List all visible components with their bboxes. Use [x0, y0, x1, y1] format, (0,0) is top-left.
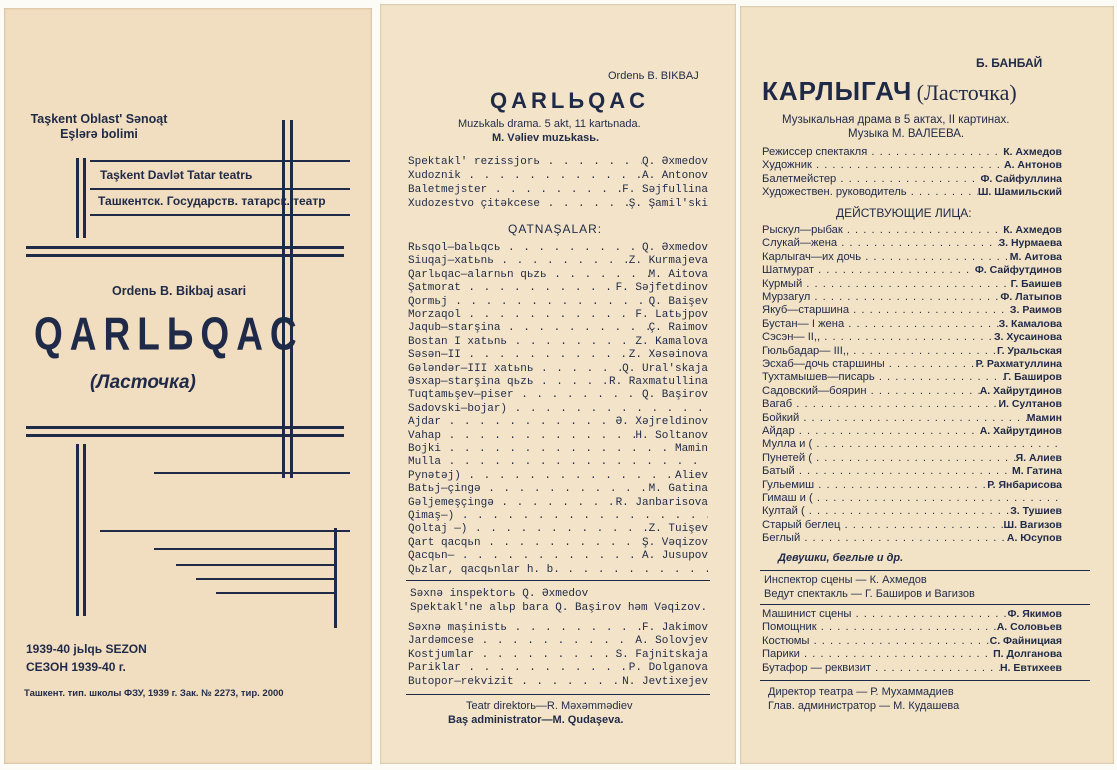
- actor-name: Ф. Сайфутдинов: [974, 264, 1062, 277]
- list-item: [762, 621, 1062, 634]
- cast-heading: ДЕЙСТВУЮЩИЕ ЛИЦА:: [836, 206, 972, 220]
- organization-name: [24, 112, 174, 142]
- tech-crew-list: [408, 622, 708, 694]
- role-name: Ajdar . . .: [408, 416, 616, 429]
- playbill-cover-panel: [4, 8, 372, 764]
- list-item: [408, 649, 708, 662]
- role-name: Bojki . . .: [408, 443, 675, 456]
- stage-inspector: Səxnə inspektorь Q. Əxmedov: [410, 588, 589, 600]
- cast-heading: QATNAŞALAR:: [508, 222, 603, 236]
- list-item: [762, 635, 1062, 648]
- list-item: [762, 662, 1062, 675]
- role-name: Batьj—çingə . . .: [408, 483, 649, 496]
- music-credit: Музыка М. ВАЛЕЕВА.: [848, 128, 965, 140]
- role-name: Мулла и ( . . .: [762, 438, 1062, 451]
- vertical-rule: [76, 444, 79, 616]
- list-item: [408, 635, 708, 648]
- role-name: Бойкий . . .: [762, 412, 1027, 425]
- role-name: Помощник . . .: [762, 621, 997, 634]
- list-item: [408, 363, 708, 376]
- vertical-rule: [290, 120, 293, 478]
- role-name: Qart qacqьn . . .: [408, 537, 642, 550]
- role-name: Əsxap—starşina qьzь . . .: [408, 376, 609, 389]
- list-item: [408, 389, 708, 402]
- list-item: [762, 452, 1062, 465]
- list-item: [762, 237, 1062, 250]
- list-item: [762, 186, 1062, 199]
- author-credit: Ordenь B. BIKBAJ: [608, 70, 699, 82]
- role-name: Мурзагул . . .: [762, 291, 1000, 304]
- role-name: Jaqub—starşina . . .: [408, 322, 649, 335]
- role-name: Rьsqol—balьqcь . . .: [408, 242, 642, 255]
- title-main: КАРЛЫГАЧ: [762, 76, 913, 106]
- role-name: Парики . . .: [762, 648, 993, 661]
- role-name: Gəljemeşçingə . . .: [408, 497, 616, 510]
- horizontal-rule: [26, 254, 344, 257]
- list-item: [408, 336, 708, 349]
- actor-name: Aliev: [674, 469, 708, 482]
- divider: [760, 604, 1090, 605]
- actor-name: З. Хусаинова: [993, 331, 1062, 344]
- list-item: [762, 331, 1062, 344]
- role-name: Эсхаб—дочь старшины . . .: [762, 358, 976, 371]
- role-name: Батый . . .: [762, 465, 1012, 478]
- actor-name: З. Нурмаева: [998, 237, 1062, 250]
- actor-name: Z. Tuişev: [648, 523, 708, 536]
- role-name: Вагаб . . .: [762, 398, 998, 411]
- horizontal-rule: [196, 578, 334, 580]
- actor-name: Ф. Якимов: [1007, 608, 1062, 620]
- actor-name: R. Raxmatullina: [608, 376, 708, 388]
- actor-name: H. Soltanov: [635, 429, 708, 442]
- org-line-1: Taşkent Oblast' Sənoąt: [30, 112, 168, 126]
- season-latin: 1939-40 jьlqь SEZON: [26, 642, 147, 656]
- list-item: [762, 318, 1062, 331]
- list-item: [408, 376, 708, 389]
- role-name: Qimaş—) . . .: [408, 510, 708, 523]
- actor-name: M. Gatina: [648, 483, 708, 496]
- actor-name: Р. Рахматуллина: [975, 358, 1062, 370]
- role-name: Режиссер спектакля . . .: [762, 146, 1003, 159]
- actor-name: К. Ахмедов: [1003, 146, 1062, 158]
- role-name: Садовский—боярин . . .: [762, 385, 980, 398]
- role-name: Səxnə maşinistь . . .: [408, 622, 642, 635]
- actor-name: F. Jakimov: [641, 622, 708, 634]
- chief-administrator: Baş administrator—M. Qudaşeva.: [448, 714, 624, 726]
- list-item: Xudozestvo çitəkcese . . . Ş. Şamil'ski: [408, 198, 708, 211]
- list-item: [762, 264, 1062, 277]
- role-name: Qьzlar, qacqьnlar h. b. . . .: [408, 564, 708, 577]
- printer-info: Ташкент. тип. школы ФЗУ, 1939 г. Зак. № 2273, тир. 2000: [24, 688, 284, 699]
- list-item: [762, 358, 1062, 371]
- actor-name: Р. Янбарисова: [987, 478, 1062, 491]
- role-name: Костюмы . . .: [762, 635, 990, 648]
- list-item: [408, 537, 708, 550]
- list-item: [762, 608, 1062, 621]
- role-name: Vahap . . .: [408, 430, 635, 443]
- actor-name: С. Файнициая: [989, 634, 1062, 647]
- list-item: [762, 385, 1062, 398]
- list-item: [408, 470, 708, 483]
- divider: [760, 680, 1090, 681]
- vertical-rule: [83, 158, 86, 238]
- genre-line: Muzьkalь drama. 5 akt, 11 kartьnada.: [458, 118, 641, 130]
- list-item: Spektakl' rezissjorь . . . Q. Əxmedov: [408, 156, 708, 169]
- list-item: [762, 251, 1062, 264]
- conductors-line: Ведут спектакль — Г. Баширов и Вагизов: [764, 588, 975, 600]
- vertical-rule: [282, 120, 285, 478]
- actor-name: Z. Kamalova: [635, 335, 708, 348]
- actor-name: Mamin: [674, 443, 708, 455]
- role-name: Машинист сцены . . .: [762, 608, 1007, 621]
- list-item: [408, 349, 708, 362]
- list-item: [408, 309, 708, 322]
- theatre-name-cyrillic: Ташкентск. Государств. татарск. театр: [98, 194, 326, 208]
- list-item: [408, 403, 708, 416]
- horizontal-rule: [90, 214, 350, 216]
- list-item: [408, 282, 708, 295]
- list-item: [408, 296, 708, 309]
- playbill-russian-panel: [740, 6, 1114, 764]
- horizontal-rule: [176, 564, 334, 566]
- season-cyrillic: СЕЗОН 1939-40 г.: [26, 660, 126, 674]
- actor-name: Я. Алиев: [1015, 451, 1062, 464]
- actor-name: Ф. Латыпов: [1000, 291, 1062, 303]
- horizontal-rule: [100, 530, 350, 532]
- cast-list: [762, 224, 1062, 564]
- actor-name: P. Dolganova: [628, 662, 708, 675]
- divider: [406, 580, 710, 581]
- list-item: Xudoznik . . . A. Antonov: [408, 170, 708, 183]
- role-name: Карлыгач—их дочь . . .: [762, 251, 1010, 264]
- list-item: [762, 224, 1062, 237]
- list-item: [762, 412, 1062, 425]
- horizontal-rule: [216, 592, 334, 594]
- role-name: Бустан— I жена . . .: [762, 318, 999, 331]
- actor-name: Ш. Вагизов: [1003, 518, 1062, 531]
- list-item: [762, 519, 1062, 532]
- list-item: [408, 497, 708, 510]
- horizontal-rule: [26, 434, 344, 437]
- actor-name: Н. Евтихеев: [999, 661, 1062, 674]
- role-name: Mulla . . .: [408, 456, 708, 469]
- actor-name: М. Аитова: [1009, 250, 1062, 263]
- actor-name: Мамин: [1026, 411, 1062, 424]
- vertical-rule: [76, 158, 79, 238]
- list-item: [408, 430, 708, 443]
- horizontal-rule: [26, 426, 344, 429]
- actor-name: M. Aitova: [648, 268, 708, 281]
- actor-name: Q. Başirov: [641, 389, 708, 402]
- actor-name: А. Хайрутдинов: [979, 425, 1062, 437]
- role-name: Qoltaj —) . . .: [408, 523, 649, 536]
- actor-name: Ə. Xəjreldinov: [615, 416, 708, 429]
- actor-name: А. Юсупов: [1006, 532, 1062, 545]
- actor-name: Ç. Raimov: [648, 322, 708, 335]
- list-item: [762, 532, 1062, 545]
- role-name: Беглый . . .: [762, 532, 1007, 545]
- org-line-2: Eşlərə bolimi: [60, 127, 138, 141]
- actor-name: A. Jusupov: [641, 550, 708, 563]
- actor-name: R. Janbarisova: [615, 496, 708, 509]
- list-item: [762, 648, 1062, 661]
- list-item: [762, 398, 1062, 411]
- role-name: Qarlьqac—alarnьn qьzь . . .: [408, 269, 649, 282]
- list-item: [762, 146, 1062, 159]
- actor-name: А. Антонов: [1004, 159, 1062, 172]
- actor-name: Q. Əxmedov: [641, 242, 708, 254]
- role-name: Gələndər—III xatьnь . . .: [408, 363, 622, 376]
- list-item: [762, 345, 1062, 358]
- horizontal-rule: [154, 548, 334, 550]
- actor-name: Ф. Сайфуллина: [980, 172, 1062, 185]
- role-name: Jardəmcese . . .: [408, 635, 635, 648]
- actor-name: Ş. Vəqizov: [641, 536, 708, 549]
- role-name: Bostan I xatьnь . . .: [408, 336, 635, 349]
- crew-list: [408, 156, 708, 216]
- list-item: [762, 291, 1062, 304]
- crew-list: [762, 146, 1062, 206]
- role-name: Старый беглец . . .: [762, 519, 1004, 532]
- list-item: [408, 242, 708, 255]
- actor-name: S. Fajnitskaja: [615, 648, 708, 661]
- list-item: [762, 304, 1062, 317]
- list-item: Baletmejster . . . F. Səjfullina: [408, 184, 708, 197]
- role-name: Tuqtamьşev—piser . . .: [408, 389, 642, 402]
- list-item: [408, 550, 708, 563]
- role-name: Qormьj . . .: [408, 296, 649, 309]
- list-item: [762, 173, 1062, 186]
- list-item: [762, 371, 1062, 384]
- extras-line: Девушки, беглые и др.: [778, 552, 904, 564]
- actor-name: З. Камалова: [998, 317, 1062, 330]
- play-title: [762, 76, 1017, 107]
- role-name: Pynətəj) . . .: [408, 470, 675, 483]
- list-item: [762, 465, 1062, 478]
- tech-crew-list: [762, 608, 1062, 678]
- role-name: Шатмурат . . .: [762, 264, 975, 277]
- role-name: Художник . . .: [762, 159, 1004, 172]
- list-item: [762, 492, 1062, 505]
- chief-administrator: Глав. администратор — М. Кудашева: [768, 700, 960, 712]
- actor-name: A. Solovjev: [635, 635, 708, 648]
- role-name: Pariklar . . .: [408, 662, 629, 675]
- role-name: Слукай—жена . . .: [762, 237, 999, 250]
- list-item: [762, 425, 1062, 438]
- role-name: Художествен. руководитель . . .: [762, 186, 978, 199]
- actor-name: П. Долганова: [993, 648, 1062, 661]
- list-item: [762, 159, 1062, 172]
- role-name: Балетмейстер . . .: [762, 173, 980, 186]
- actor-name: К. Ахмедов: [1003, 224, 1062, 236]
- theatre-name-latin: Taşkent Davlət Tatar teatrь: [100, 168, 253, 182]
- list-item: [408, 322, 708, 335]
- list-item: [408, 564, 708, 577]
- vertical-rule: [334, 528, 337, 628]
- stage-inspector: Инспектор сцены — К. Ахмедов: [764, 574, 927, 586]
- actor-name: И. Султанов: [998, 398, 1062, 411]
- actor-name: А. Соловьев: [996, 621, 1062, 634]
- role-name: Siuqaj—xatьnь . . .: [408, 255, 629, 268]
- role-name: Səsən—II . . .: [408, 349, 629, 362]
- list-item: [408, 443, 708, 456]
- music-credit: M. Vəliev muzьkasь.: [492, 132, 600, 144]
- actor-name: Q. Ural'skaja: [622, 362, 708, 375]
- horizontal-rule: [90, 160, 350, 162]
- role-name: Сэсэн— II,, . . .: [762, 331, 994, 344]
- actor-name: М. Гатина: [1011, 465, 1062, 478]
- play-title: QARLЬQAC: [34, 308, 304, 360]
- role-name: Пунетей ( . . .: [762, 452, 1016, 465]
- role-name: Гульемиш . . .: [762, 479, 987, 492]
- actor-name: F. Səjfetdinov: [615, 282, 708, 295]
- actor-name: З. Раимов: [1009, 304, 1062, 317]
- author-credit: Ordenь B. Bikbaj asari: [112, 284, 247, 298]
- role-name: Kostjumlar . . .: [408, 649, 616, 662]
- horizontal-rule: [154, 472, 350, 474]
- actor-name: З. Тушиев: [1010, 505, 1062, 518]
- role-name: Тухтамышев—писарь . . .: [762, 371, 1004, 384]
- list-item: [408, 416, 708, 429]
- role-name: Култай ( . . .: [762, 505, 1010, 518]
- cast-list: [408, 242, 708, 582]
- divider: [760, 570, 1090, 571]
- theatre-director: Teatr direktorь—R. Məxəmmədiev: [466, 700, 633, 712]
- role-name: Гюльбадар— III,, . . .: [762, 345, 997, 358]
- role-name: Butopor—rekvizit . . .: [408, 676, 622, 689]
- list-item: [762, 278, 1062, 291]
- list-item: [408, 255, 708, 268]
- actor-name: Г. Уральская: [996, 344, 1062, 357]
- list-item: [408, 510, 708, 523]
- horizontal-rule: [26, 246, 344, 249]
- role-name: Рыскул—рыбак . . .: [762, 224, 1003, 237]
- conductors-line: Spektakl'ne alьp bara Q. Başirov həm Vəqizov.: [410, 602, 708, 614]
- play-subtitle: (Ласточка): [90, 372, 196, 393]
- actor-name: Q. Baişev: [648, 295, 708, 308]
- role-name: Гимаш и ( . . .: [762, 492, 1062, 505]
- role-name: Sadovski—bojar) . . .: [408, 403, 708, 416]
- vertical-rule: [83, 444, 86, 616]
- theatre-director: Директор театра — Р. Мухаммадиев: [768, 686, 954, 698]
- list-item: [408, 523, 708, 536]
- actor-name: Z. Xəsəinova: [628, 349, 708, 362]
- actor-name: Г. Баишев: [1010, 277, 1062, 290]
- author-credit: Б. БАНБАЙ: [976, 56, 1043, 70]
- role-name: Айдар . . .: [762, 425, 980, 438]
- playbill-latin-panel: [380, 4, 736, 764]
- list-item: [762, 438, 1062, 451]
- role-name: Morzaqol . . .: [408, 309, 635, 322]
- list-item: [408, 676, 708, 689]
- role-name: Qacqьn— . . .: [408, 550, 642, 563]
- role-name: Курмый . . .: [762, 278, 1011, 291]
- genre-line: Музыкальная драма в 5 актах, II картинах.: [782, 114, 1010, 126]
- role-name: Şatmorat . . .: [408, 282, 616, 295]
- actor-name: Г. Баширов: [1003, 371, 1062, 384]
- list-item: [408, 662, 708, 675]
- play-title: QARLЬQAC: [490, 88, 650, 113]
- divider: [406, 694, 710, 695]
- role-name: Якуб—старшина . . .: [762, 304, 1010, 317]
- horizontal-rule: [90, 188, 350, 190]
- list-item: [408, 269, 708, 282]
- list-item: [408, 622, 708, 635]
- actor-name: N. Jevtixejev: [622, 675, 708, 688]
- list-item: [408, 483, 708, 496]
- list-item: [408, 456, 708, 469]
- actor-name: F. Latьjpov: [635, 309, 708, 321]
- actor-name: А. Хайрутдинов: [979, 384, 1062, 397]
- list-item: [762, 479, 1062, 492]
- title-sub: (Ласточка): [916, 80, 1017, 105]
- actor-name: Ш. Шамильский: [977, 186, 1062, 199]
- list-item: [762, 505, 1062, 518]
- role-name: Бутафор — реквизит . . .: [762, 662, 1000, 675]
- actor-name: Z. Kurmajeva: [628, 255, 708, 268]
